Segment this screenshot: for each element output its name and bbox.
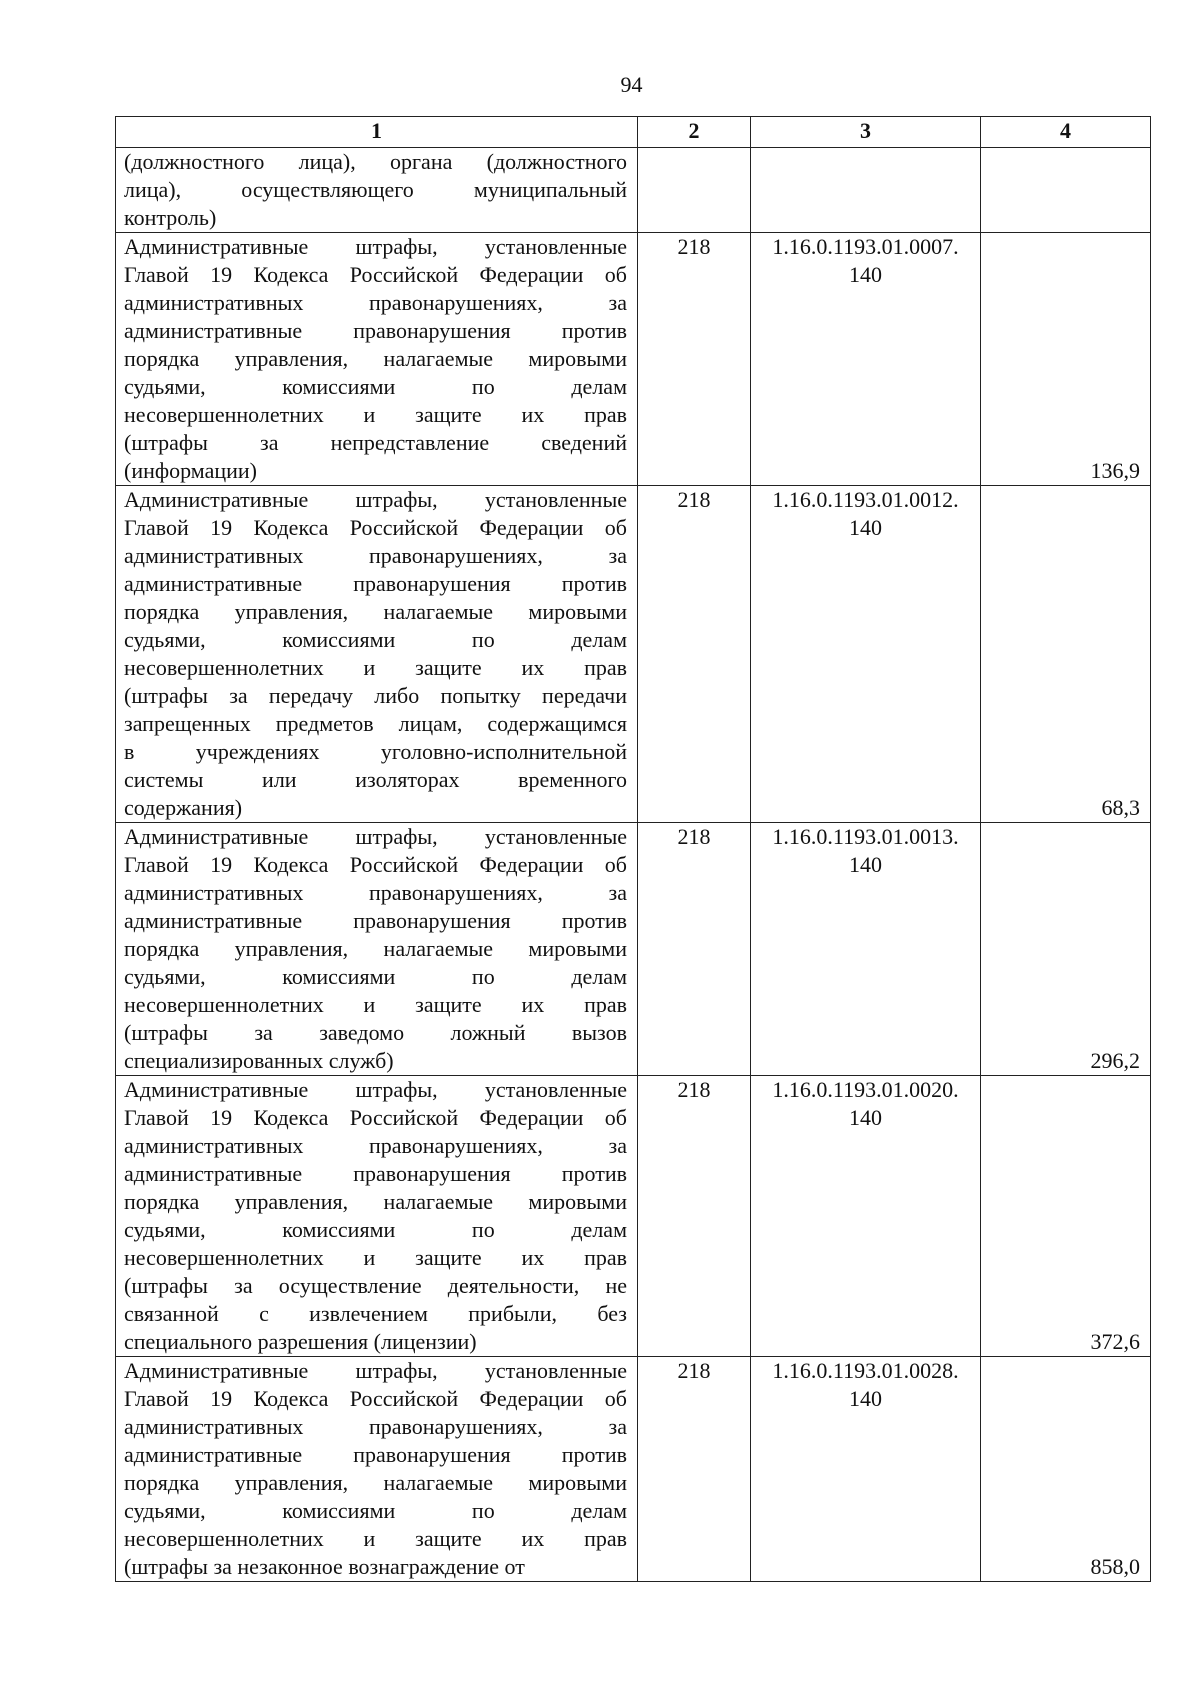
revenue-name-line: порядка управления, налагаемые мировыми [124,346,627,371]
revenue-name-line: специального разрешения (лицензии) [124,1329,477,1354]
revenue-name-line: специализированных служб) [124,1048,394,1073]
revenue-table [115,116,1151,1582]
amount-value: 296,2 [1090,1048,1140,1073]
table-row [116,1357,1151,1582]
revenue-name-line: лица), осуществляющего муниципальный [124,177,627,202]
revenue-name-cell [116,1076,638,1357]
table-row [116,823,1151,1076]
kbk-code-line-1: 1.16.0.1193.01.0020. [772,1077,959,1102]
amount-cell [981,823,1151,1076]
revenue-name-line: Главой 19 Кодекса Российской Федерации об [124,515,627,540]
revenue-name-cell [116,823,638,1076]
table-header-row [116,117,1151,148]
revenue-name-line: несовершеннолетних и защите их прав [124,402,627,427]
amount-value: 136,9 [1090,458,1140,483]
revenue-name-line: порядка управления, налагаемые мировыми [124,936,627,961]
admin-code-cell [638,148,751,233]
kbk-code-cell [751,823,981,1076]
revenue-name-line: административных правонарушениях, за [124,543,627,568]
revenue-name-line: судьями, комиссиями по делам [124,1217,627,1242]
revenue-name-line: порядка управления, налагаемые мировыми [124,599,627,624]
revenue-name-line: несовершеннолетних и защите их прав [124,992,627,1017]
revenue-name-line: административные правонарушения против [124,571,627,596]
revenue-name-line: (штрафы за осуществление деятельности, не [124,1273,627,1298]
admin-code-cell: 218 [638,823,751,1076]
kbk-code-line-1: 1.16.0.1193.01.0028. [772,1358,959,1383]
kbk-code-cell [751,233,981,486]
amount-value: 68,3 [1101,795,1140,820]
revenue-name-cell [116,148,638,233]
kbk-code-cell [751,486,981,823]
admin-code-cell: 218 [638,233,751,486]
revenue-name-cell [116,233,638,486]
kbk-code-line-2: 140 [849,1386,882,1411]
revenue-name-line: системы или изоляторах временного [124,767,627,792]
kbk-code-line-2: 140 [849,1105,882,1130]
revenue-name-line: административных правонарушениях, за [124,1133,627,1158]
revenue-name-line: судьями, комиссиями по делам [124,374,627,399]
revenue-name-line: административных правонарушениях, за [124,1414,627,1439]
revenue-name-line: судьями, комиссиями по делам [124,1498,627,1523]
revenue-name-line: (штрафы за незаконное вознаграждение от [124,1554,525,1579]
revenue-name-line: (информации) [124,458,257,483]
revenue-name-line: судьями, комиссиями по делам [124,627,627,652]
revenue-name-line: административные правонарушения против [124,908,627,933]
header-col-2: 2 [638,117,751,148]
revenue-name-line: контроль) [124,205,217,230]
header-col-4: 4 [981,117,1151,148]
revenue-name-line: административные правонарушения против [124,1161,627,1186]
kbk-code-cell [751,1076,981,1357]
revenue-name-line: несовершеннолетних и защите их прав [124,1245,627,1270]
table-row [116,233,1151,486]
revenue-name-line: связанной с извлечением прибыли, без [124,1301,627,1326]
revenue-name-line: порядка управления, налагаемые мировыми [124,1470,627,1495]
revenue-name-line: административные правонарушения против [124,1442,627,1467]
revenue-name-line: административных правонарушениях, за [124,880,627,905]
table-row [116,148,1151,233]
amount-cell [981,1076,1151,1357]
admin-code-cell: 218 [638,486,751,823]
kbk-code-line-1: 1.16.0.1193.01.0007. [772,234,959,259]
admin-code-cell: 218 [638,1357,751,1582]
kbk-code-cell [751,148,981,233]
revenue-name-line: (штрафы за заведомо ложный вызов [124,1020,627,1045]
kbk-code-line-1: 1.16.0.1193.01.0012. [772,487,959,512]
revenue-name-line: Административные штрафы, установленные [124,824,627,849]
amount-cell [981,148,1151,233]
page-number: 94 [620,72,643,97]
revenue-name-line: порядка управления, налагаемые мировыми [124,1189,627,1214]
revenue-name-line: Главой 19 Кодекса Российской Федерации об [124,262,627,287]
kbk-code-line-2: 140 [849,515,882,540]
revenue-name-line: Административные штрафы, установленные [124,487,627,512]
revenue-name-line: в учреждениях уголовно-исполнительной [124,739,627,764]
kbk-code-line-2: 140 [849,852,882,877]
amount-value: 858,0 [1090,1554,1140,1579]
revenue-name-line: Главой 19 Кодекса Российской Федерации об [124,1386,627,1411]
revenue-name-line: запрещенных предметов лицам, содержащимся [124,711,627,736]
revenue-name-line: Административные штрафы, установленные [124,1358,627,1383]
table-row [116,486,1151,823]
amount-cell [981,1357,1151,1582]
revenue-name-line: (штрафы за непредставление сведений [124,430,627,455]
amount-value: 372,6 [1090,1329,1140,1354]
revenue-name-line: административные правонарушения против [124,318,627,343]
kbk-code-line-2: 140 [849,262,882,287]
amount-cell [981,233,1151,486]
revenue-name-line: Административные штрафы, установленные [124,234,627,259]
revenue-name-line: несовершеннолетних и защите их прав [124,655,627,680]
table-row [116,1076,1151,1357]
header-col-1: 1 [116,117,638,148]
amount-cell [981,486,1151,823]
revenue-name-line: Административные штрафы, установленные [124,1077,627,1102]
revenue-name-line: судьями, комиссиями по делам [124,964,627,989]
revenue-name-line: несовершеннолетних и защите их прав [124,1526,627,1551]
kbk-code-line-1: 1.16.0.1193.01.0013. [772,824,959,849]
revenue-name-cell [116,486,638,823]
admin-code-cell: 218 [638,1076,751,1357]
revenue-name-line: (должностного лица), органа (должностного [124,149,627,174]
header-col-3: 3 [751,117,981,148]
revenue-name-line: административных правонарушениях, за [124,290,627,315]
revenue-name-cell [116,1357,638,1582]
kbk-code-cell [751,1357,981,1582]
revenue-name-line: Главой 19 Кодекса Российской Федерации об [124,1105,627,1130]
revenue-name-line: содержания) [124,795,243,820]
revenue-name-line: Главой 19 Кодекса Российской Федерации об [124,852,627,877]
revenue-name-line: (штрафы за передачу либо попытку передачи [124,683,627,708]
